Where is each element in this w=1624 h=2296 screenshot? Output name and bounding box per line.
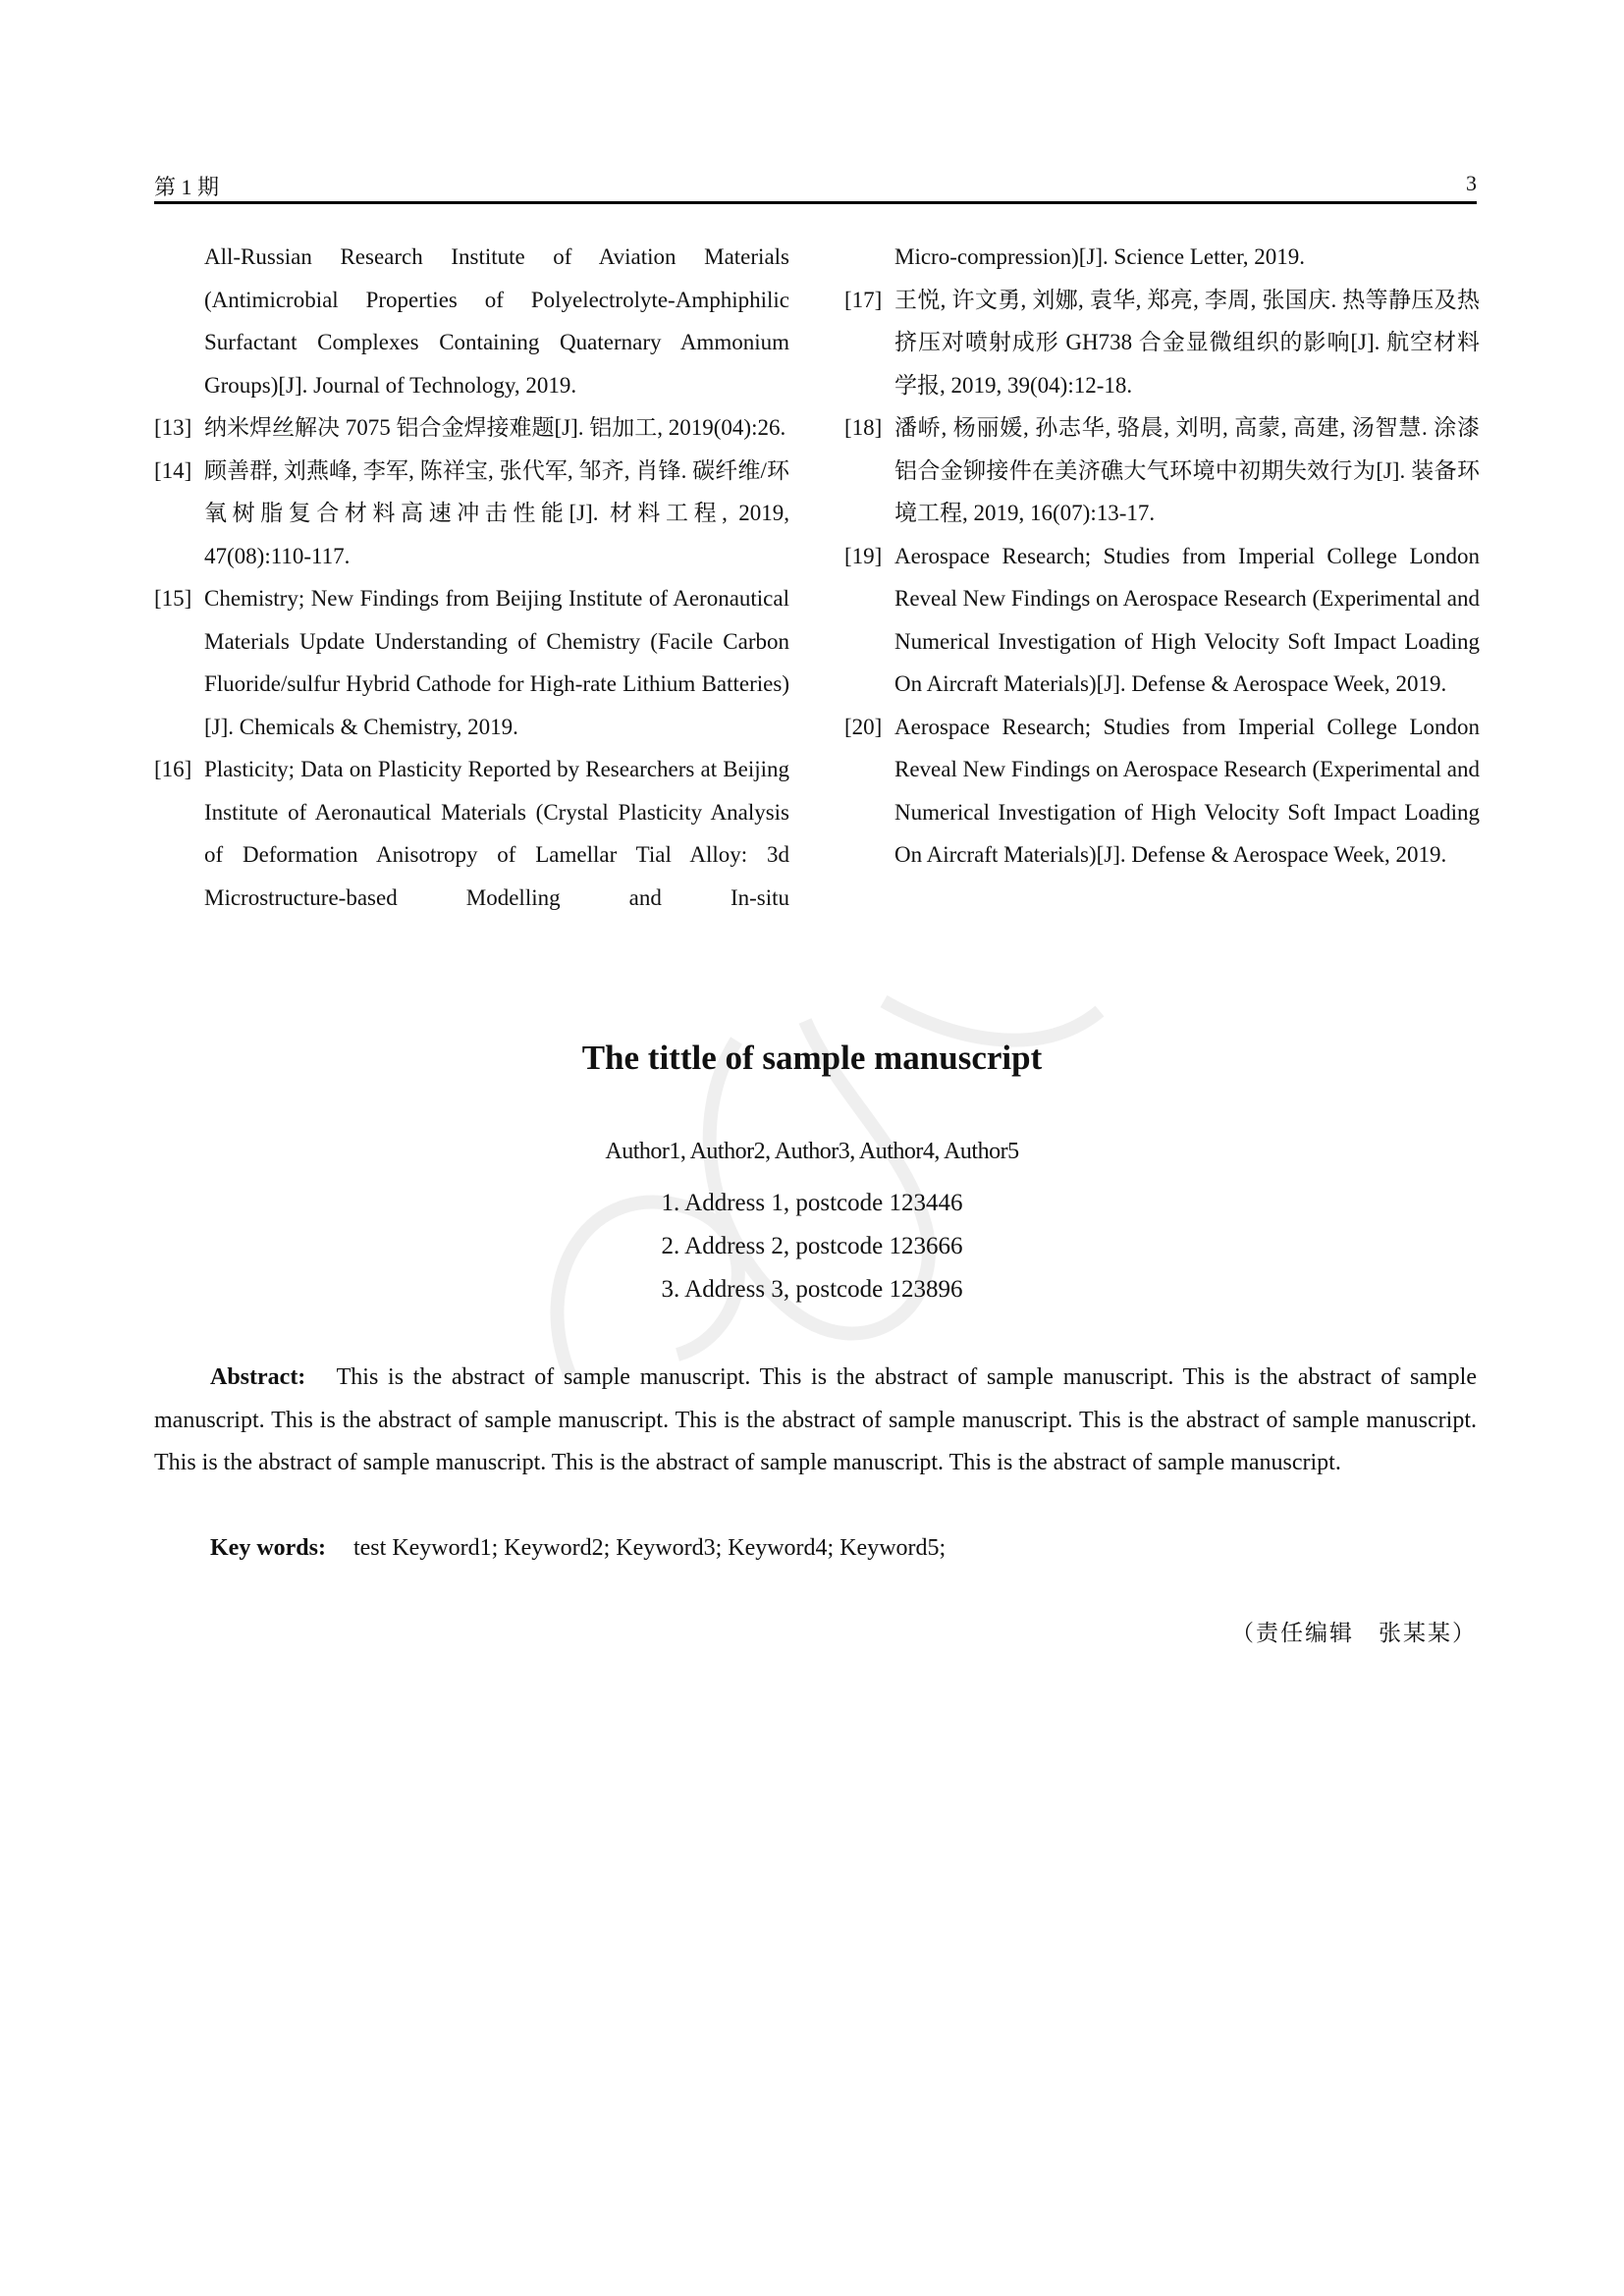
- reference-text: All-Russian Research Institute of Aviation Materials (Antimicrobial Properties of Polyelectrolyte-Amphiphilic Surfactant Complexes Containing Quaternary Ammonium Groups)[J]. Journal of Technology, 2019.: [204, 244, 789, 398]
- references-left-column: [154, 236, 789, 919]
- reference-number: [19]: [844, 543, 883, 568]
- references-right-column: [844, 236, 1480, 877]
- reference-text: 顾善群, 刘燕峰, 李军, 陈祥宝, 张代军, 邹齐, 肖锋. 碳纤维/环氧树脂复合材料高速冲击性能[J]. 材料工程, 2019, 47(08):110-117.: [204, 457, 789, 568]
- reference-text: Micro-compression)[J]. Science Letter, 2019.: [894, 244, 1306, 269]
- reference-number: [14]: [154, 457, 192, 483]
- header-rule: [154, 201, 1477, 204]
- abstract-text: This is the abstract of sample manuscript. This is the abstract of sample manuscript. This is the abstract of sample manuscript. This is the abstract of sample manuscript. This is the abstract of sample manuscript. This is the abstract of sample manuscript. This is the abstract of sample manuscript. This is the abstract of sample manuscript. This is the abstract of sample manuscript.: [154, 1364, 1477, 1475]
- keywords-label: Key words:: [210, 1535, 326, 1561]
- reference-text: 潘峤, 杨丽媛, 孙志华, 骆晨, 刘明, 高蒙, 高建, 汤智慧. 涂漆铝合金铆接件在美济礁大气环境中初期失效行为[J]. 装备环境工程, 2019, 16(07):13-17.: [894, 415, 1480, 525]
- address-list: [0, 1182, 1624, 1311]
- reference-item: [154, 748, 789, 919]
- abstract-label: Abstract:: [210, 1364, 306, 1390]
- reference-item: [844, 706, 1480, 877]
- reference-text: Chemistry; New Findings from Beijing Institute of Aeronautical Materials Update Understanding of Chemistry (Facile Carbon Fluoride/sulfur Hybrid Cathode for High-rate Lithium Batteries)[J]. Chemicals & Chemistry, 2019.: [204, 586, 789, 739]
- reference-item: [844, 535, 1480, 706]
- keywords-text: test Keyword1; Keyword2; Keyword3; Keyword4; Keyword5;: [352, 1535, 947, 1561]
- reference-text: 王悦, 许文勇, 刘娜, 袁华, 郑亮, 李周, 张国庆. 热等静压及热挤压对喷射成形 GH738 合金显微组织的影响[J]. 航空材料学报, 2019, 39(04):12-18.: [894, 287, 1480, 398]
- address-line: 2. Address 2, postcode 123666: [661, 1233, 963, 1259]
- reference-item: [844, 236, 1480, 279]
- reference-text: Aerospace Research; Studies from Imperial College London Reveal New Findings on Aerospace Research (Experimental and Numerical Investigation of High Velocity Soft Impact Loading On Aircraft Materials)[J]. Defense & Aerospace Week, 2019.: [894, 714, 1480, 867]
- reference-item: [154, 577, 789, 748]
- reference-item: [154, 450, 789, 578]
- reference-text: 纳米焊丝解决 7075 铝合金焊接难题[J]. 铝加工, 2019(04):26.: [204, 415, 786, 440]
- manuscript-title: The tittle of sample manuscript: [581, 1039, 1043, 1077]
- reference-number: [17]: [844, 287, 883, 312]
- reference-text: Aerospace Research; Studies from Imperial College London Reveal New Findings on Aerospace Research (Experimental and Numerical Investigation of High Velocity Soft Impact Loading On Aircraft Materials)[J]. Defense & Aerospace Week, 2019.: [894, 543, 1480, 696]
- reference-number: [20]: [844, 714, 883, 739]
- reference-item: [154, 406, 789, 450]
- reference-number: [13]: [154, 415, 192, 440]
- issue-label: 第 1 期: [154, 175, 220, 199]
- reference-item: [844, 406, 1480, 535]
- responsible-editor: （责任编辑 张某某）: [1231, 1621, 1477, 1646]
- running-header: [154, 169, 1477, 200]
- keywords: [210, 1527, 1477, 1571]
- reference-item: [844, 279, 1480, 407]
- reference-text: Plasticity; Data on Plasticity Reported by Researchers at Beijing Institute of Aeronautical Materials (Crystal Plasticity Analysis of Deformation Anisotropy of Lamellar Tial Alloy: 3d Microstructure-based Modelling and In-situ: [204, 757, 789, 910]
- reference-item: [154, 236, 789, 406]
- address-line: 1. Address 1, postcode 123446: [661, 1190, 963, 1216]
- reference-number: [15]: [154, 586, 192, 611]
- address-line: 3. Address 3, postcode 123896: [661, 1276, 963, 1303]
- abstract: [154, 1357, 1477, 1485]
- author-list: Author1, Author2, Author3, Author4, Author5: [605, 1139, 1019, 1164]
- page-number: 3: [1466, 171, 1477, 195]
- reference-number: [18]: [844, 415, 883, 440]
- reference-number: [16]: [154, 757, 192, 781]
